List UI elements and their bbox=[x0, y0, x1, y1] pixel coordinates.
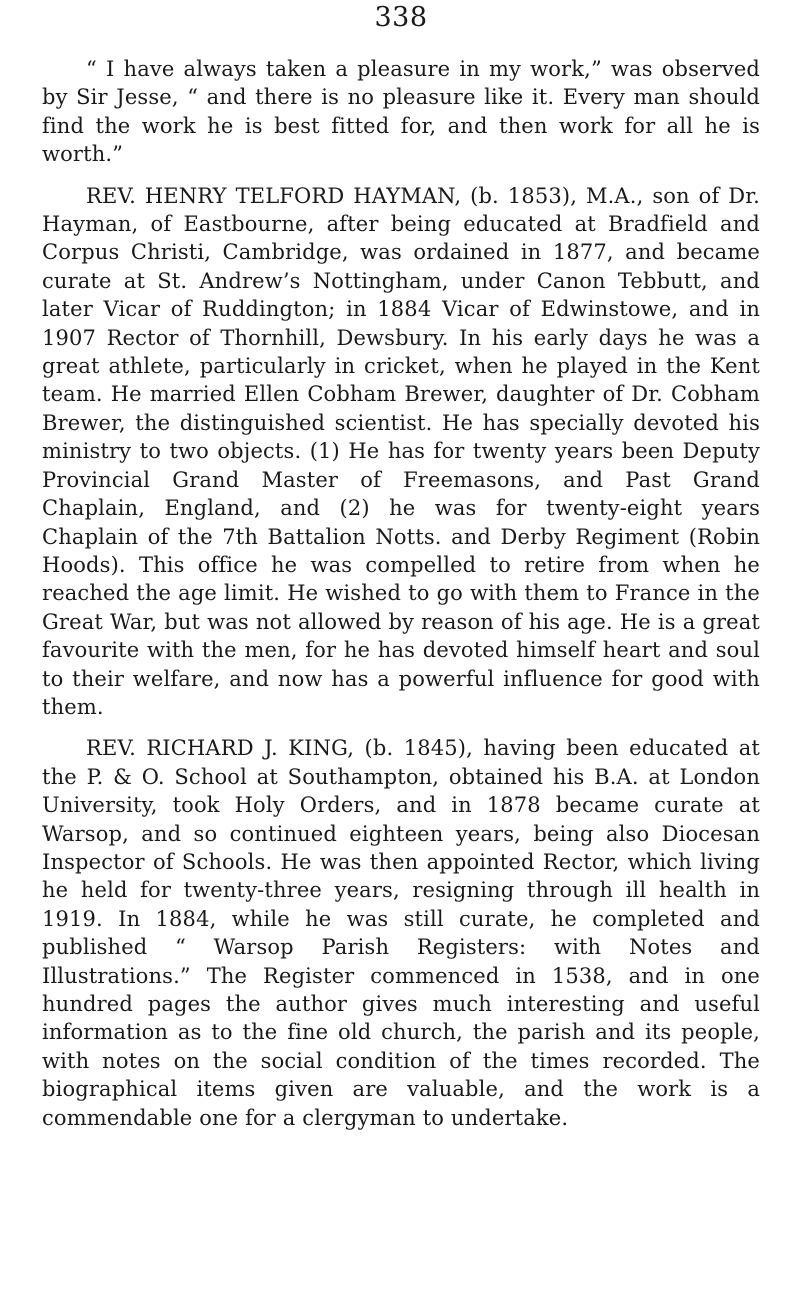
page-number: 338 bbox=[374, 2, 428, 33]
document-page bbox=[42, 0, 760, 1132]
paragraph-rev-richard-j-king: REV. RICHARD J. KING, (b. 1845), having been educated at the P. & O. School at Southampton, obtained his B.A. at London University, took Holy Orders, and in 1878 became curate at Warsop, and so continued eighteen years, being also Diocesan Inspector of Schools. He was then appointed Rector, which living he held for twenty-three years, resigning through ill health in 1919. In 1884, while he was still curate, he completed and published “ Warsop Parish Registers: with Notes and Illustrations.” The Register commenced in 1538, and in one hundred pages the author gives much interesting and useful information as to the fine old church, the parish and its people, with notes on the social condition of the times recorded. The biographical items given are valuable, and the work is a commendable one for a clergyman to undertake. bbox=[42, 736, 760, 1130]
paragraph-rev-henry-telford-hayman: REV. HENRY TELFORD HAYMAN, (b. 1853), M.A., son of Dr. Hayman, of Eastbourne, after being educated at Bradfield and Corpus Christi, Cambridge, was ordained in 1877, and became curate at St. Andrew’s Nottingham, under Canon Tebbutt, and later Vicar of Ruddington; in 1884 Vicar of Edwinstowe, and in 1907 Rector of Thornhill, Dewsbury. In his early days he was a great athlete, particularly in cricket, when he played in the Kent team. He married Ellen Cobham Brewer, daughter of Dr. Cobham Brewer, the distinguished scientist. He has specially devoted his ministry to two objects. (1) He has for twenty years been Deputy Provincial Grand Master of Freemasons, and Past Grand Chaplain, England, and (2) he was for twenty-eight years Chaplain of the 7th Battalion Notts. and Derby Regiment (Robin Hoods). This office he was compelled to retire from when he reached the age limit. He wished to go with them to France in the Great War, but was not allowed by reason of his age. He is a great favourite with the men, for he has devoted himself heart and soul to their welfare, and now has a powerful influence for good with them. bbox=[42, 183, 760, 719]
paragraph-quote-sir-jesse: “ I have always taken a pleasure in my work,” was observed by Sir Jesse, “ and there is no pleasure like it. Every man should find the work he is best fitted for, and then work for all he is worth.” bbox=[42, 57, 760, 167]
